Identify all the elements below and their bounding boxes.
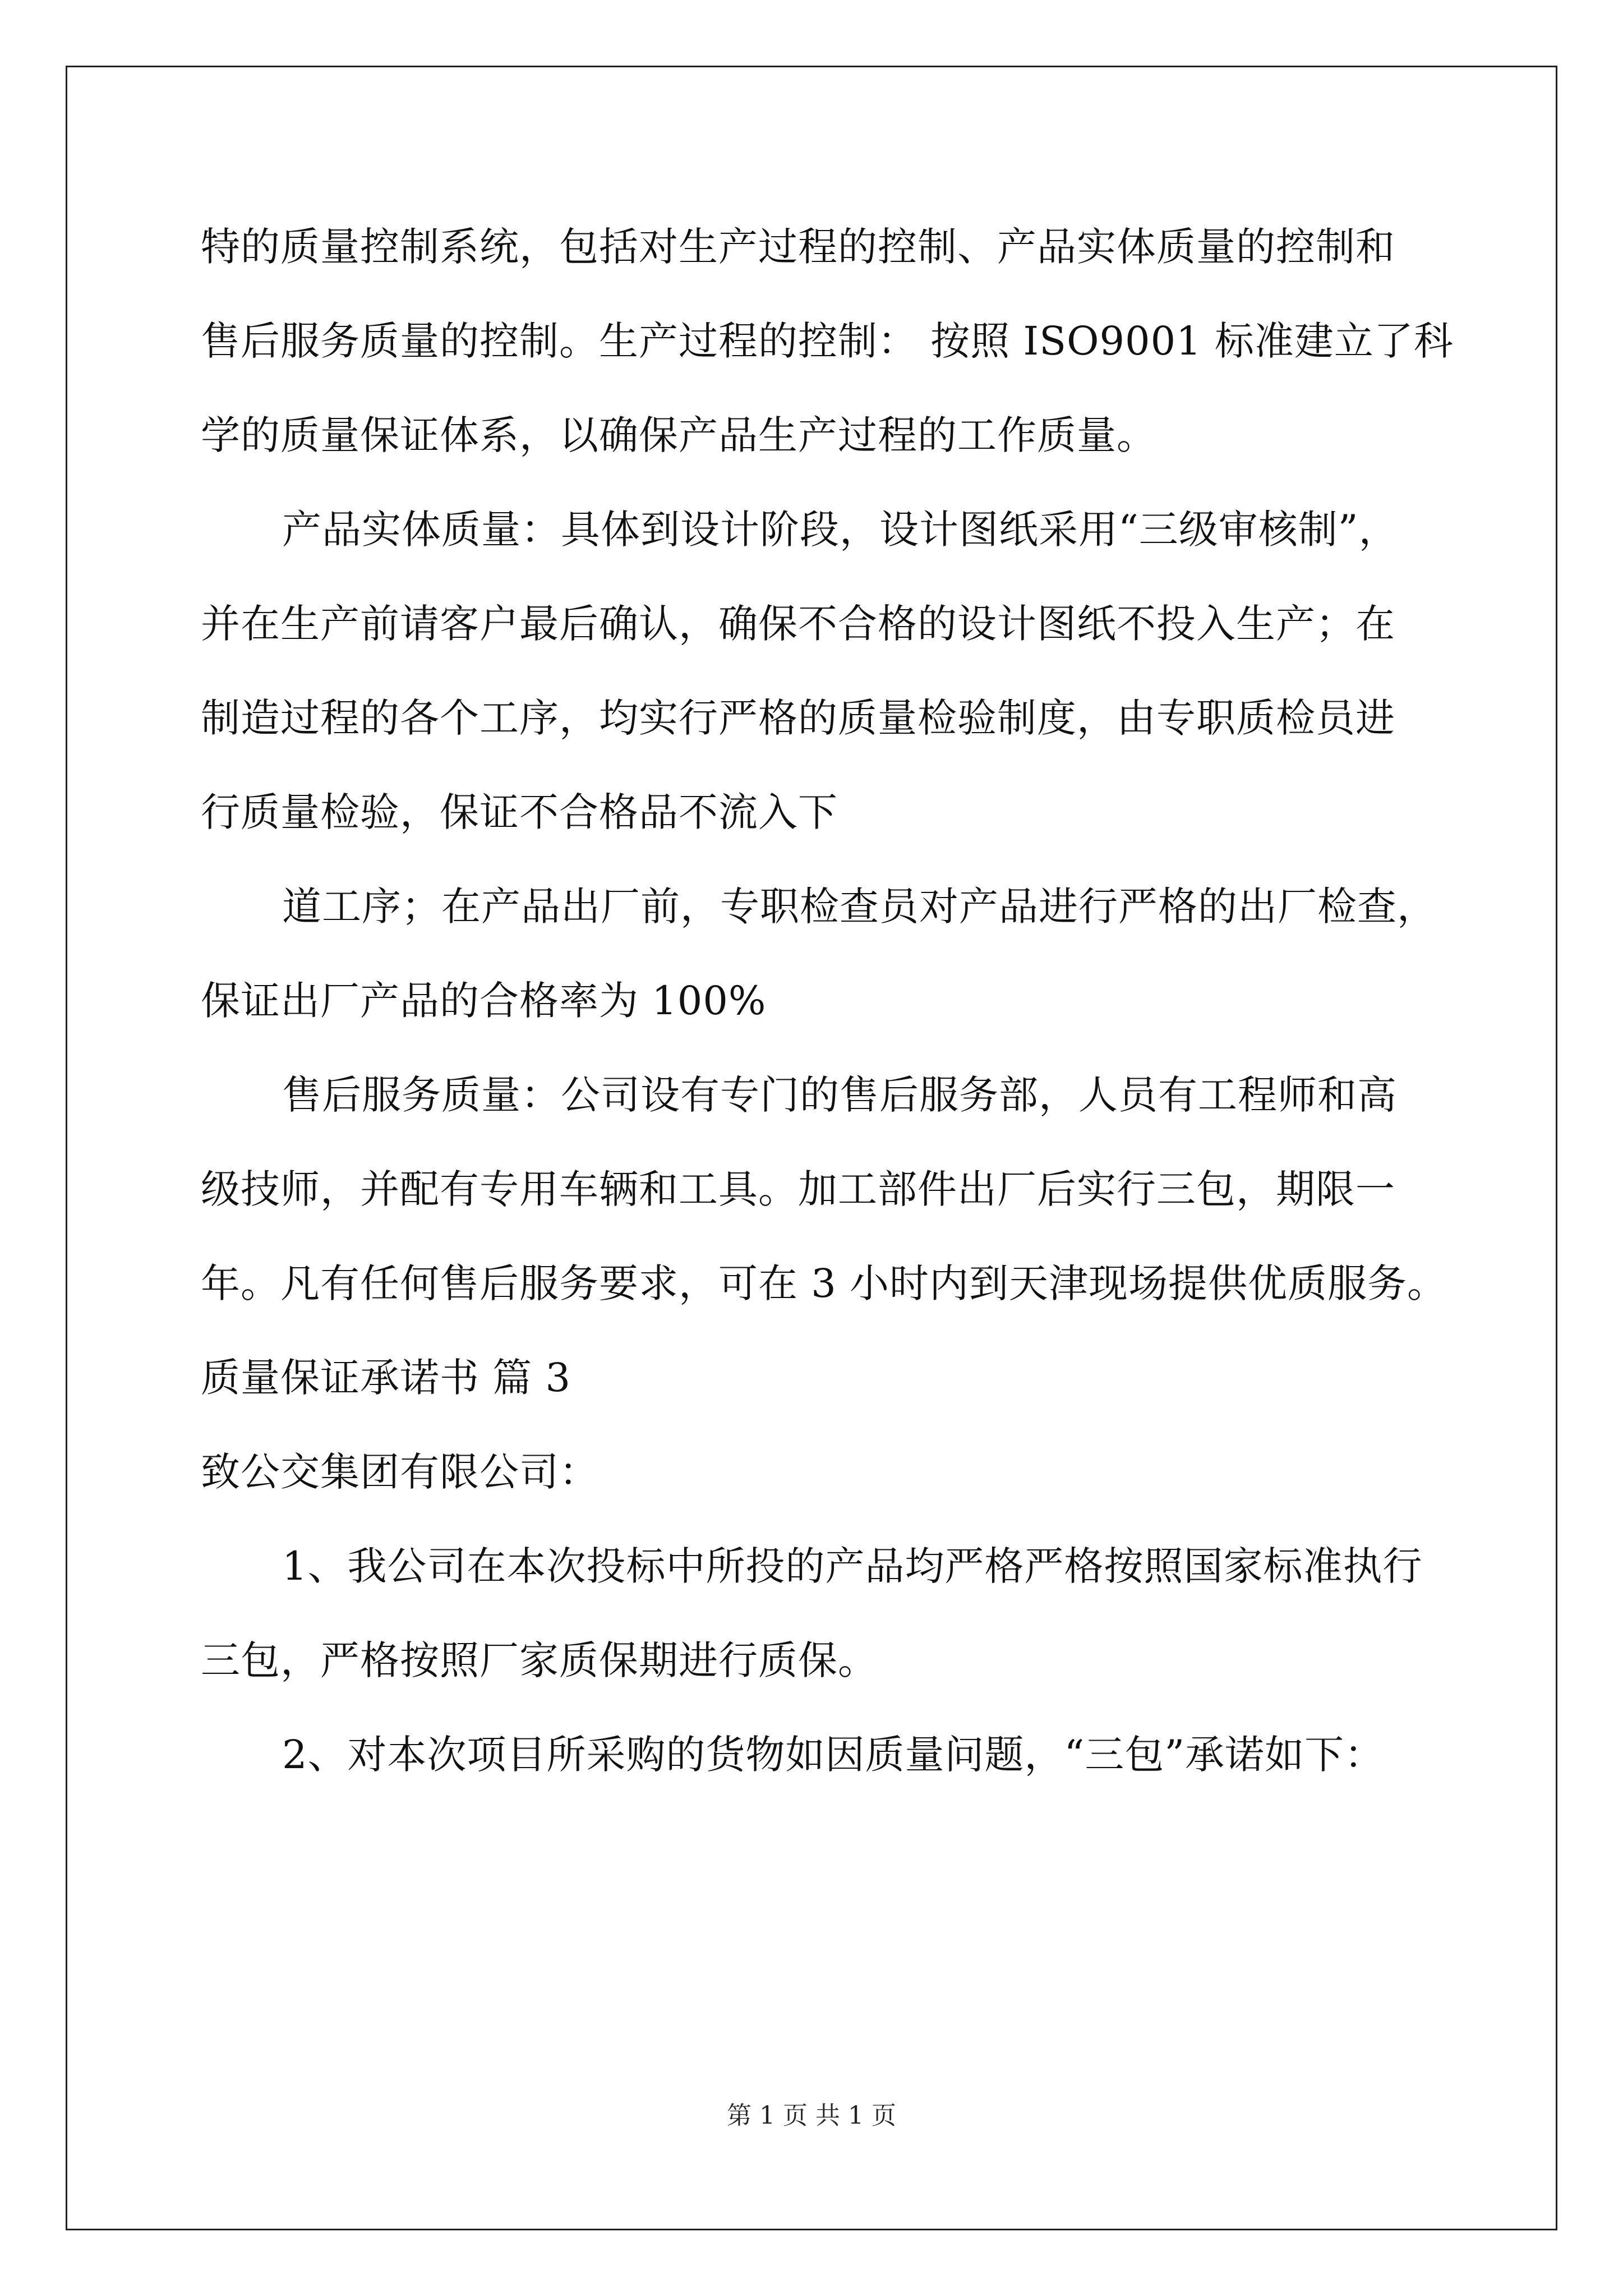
text-line-5: 并在生产前请客户最后确认，确保不合格的设计图纸不投入生产；在	[201, 601, 1395, 647]
text-line-2: 售后服务质量的控制。生产过程的控制： 按照 ISO9001 标准建立了科	[201, 318, 1454, 364]
recipient-line: 致公交集团有限公司：	[201, 1449, 599, 1495]
page-border	[66, 66, 1557, 2230]
text-line-11: 级技师，并配有专用车辆和工具。加工部件出厂后实行三包，期限一	[201, 1166, 1395, 1212]
text-line-10: 售后服务质量：公司设有专门的售后服务部，人员有工程师和高	[282, 1072, 1397, 1118]
page-number: 第 1 页 共 1 页	[727, 2101, 896, 2130]
text-line-3: 学的质量保证体系，以确保产品生产过程的工作质量。	[201, 412, 1156, 458]
text-line-17: 2、对本次项目所采购的货物如因质量问题，“三包”承诺如下：	[282, 1732, 1385, 1778]
section-heading: 质量保证承诺书 篇 3	[201, 1355, 571, 1401]
text-line-15: 1、我公司在本次投标中所投的产品均严格严格按照国家标准执行	[282, 1543, 1423, 1589]
text-line-12: 年。凡有任何售后服务要求，可在 3 小时内到天津现场提供优质服务。	[201, 1260, 1447, 1306]
text-line-4: 产品实体质量：具体到设计阶段，设计图纸采用“三级审核制”，	[282, 507, 1399, 553]
text-line-9: 保证出厂产品的合格率为 100%	[201, 978, 767, 1024]
text-line-8: 道工序；在产品出厂前，专职检查员对产品进行严格的出厂检查，	[282, 884, 1437, 930]
text-line-16: 三包，严格按照厂家质保期进行质保。	[201, 1637, 878, 1683]
text-line-1: 特的质量控制系统，包括对生产过程的控制、产品实体质量的控制和	[201, 224, 1395, 270]
text-line-7: 行质量检验，保证不合格品不流入下	[201, 789, 838, 835]
text-line-6: 制造过程的各个工序，均实行严格的质量检验制度，由专职质检员进	[201, 695, 1395, 741]
